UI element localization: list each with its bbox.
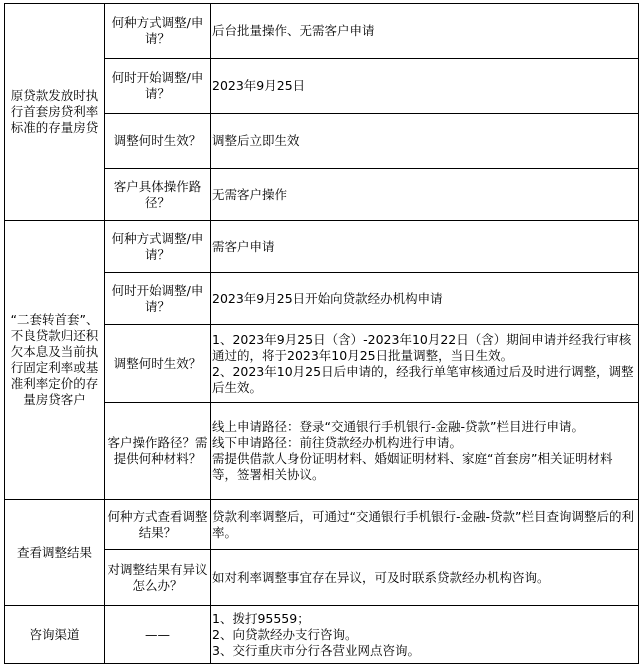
answer-line: 1、拨打95559； <box>212 610 310 626</box>
answer-line: 2、2023年10月25日后申请的，经我行单笔审核通过后及时进行调整，调整后生效。 <box>212 363 634 395</box>
answer-line: 需客户申请 <box>212 238 275 254</box>
question-cell: 客户具体操作路径？ <box>105 169 211 221</box>
answer-cell <box>211 59 639 114</box>
table-row <box>5 606 639 664</box>
answer-line: 贷款利率调整后，可通过“交通银行手机银行-金融-贷款”栏目查询调整后的利率。 <box>212 508 634 540</box>
category-cell: 咨询渠道 <box>5 606 105 664</box>
answer-cell <box>211 169 639 221</box>
answer-line: 线下申请路径：前往贷款经办机构进行申请。 <box>212 435 463 450</box>
table-row <box>5 4 639 59</box>
answer-line: 3、交行重庆市分行各营业网点咨询。 <box>212 642 420 658</box>
answer-cell <box>211 606 639 664</box>
question-cell: 何时开始调整/申请？ <box>105 59 211 114</box>
question-cell: 调整何时生效？ <box>105 325 211 403</box>
answer-cell <box>211 4 639 59</box>
answer-cell <box>211 500 639 550</box>
question-cell: —— <box>105 606 211 664</box>
answer-cell <box>211 221 639 273</box>
answer-cell <box>211 325 639 403</box>
answer-line: 无需客户操作 <box>212 186 288 202</box>
question-cell: 何时开始调整/申请？ <box>105 273 211 325</box>
question-cell: 调整何时生效？ <box>105 114 211 169</box>
category-cell: 原贷款发放时执行首套房贷利率标准的存量房贷 <box>5 4 105 221</box>
answer-cell <box>211 114 639 169</box>
question-cell: 何种方式调整/申请？ <box>105 4 211 59</box>
question-cell: 何种方式调整/申请？ <box>105 221 211 273</box>
answer-cell <box>211 550 639 606</box>
category-cell: “二套转首套”、不良贷款归还积欠本息及当前执行固定利率或基准利率定价的存量房贷客户 <box>5 221 105 500</box>
answer-line: 后台批量操作、无需客户申请 <box>212 23 375 38</box>
answer-line: 需提供借款人身份证明材料、婚姻证明材料、家庭“首套房”相关证明材料等，签署相关协议。 <box>212 451 613 482</box>
table-row <box>5 221 639 273</box>
answer-line: 2、向贷款经办支行咨询。 <box>212 626 358 642</box>
answer-line: 1、2023年9月25日（含）-2023年10月22日（含）期间申请并经我行审核通过的，将于2023年10月25日批量调整，当日生效。 <box>212 331 632 363</box>
category-cell: 查看调整结果 <box>5 500 105 606</box>
answer-cell <box>211 403 639 500</box>
answer-line: 2023年9月25日 <box>212 78 306 93</box>
question-cell: 何种方式查看调整结果？ <box>105 500 211 550</box>
info-table <box>4 3 639 664</box>
question-cell: 对调整结果有异议怎么办？ <box>105 550 211 606</box>
question-cell: 客户操作路径？需提供何种材料？ <box>105 403 211 500</box>
answer-line: 如对利率调整事宜存在异议，可及时联系贷款经办机构咨询。 <box>212 569 550 585</box>
answer-line: 调整后立即生效 <box>212 133 300 148</box>
answer-line: 线上申请路径：登录“交通银行手机银行-金融-贷款”栏目进行申请。 <box>212 419 584 434</box>
answer-cell <box>211 273 639 325</box>
table-row <box>5 500 639 550</box>
answer-line: 2023年9月25日开始向贷款经办机构申请 <box>212 290 443 306</box>
